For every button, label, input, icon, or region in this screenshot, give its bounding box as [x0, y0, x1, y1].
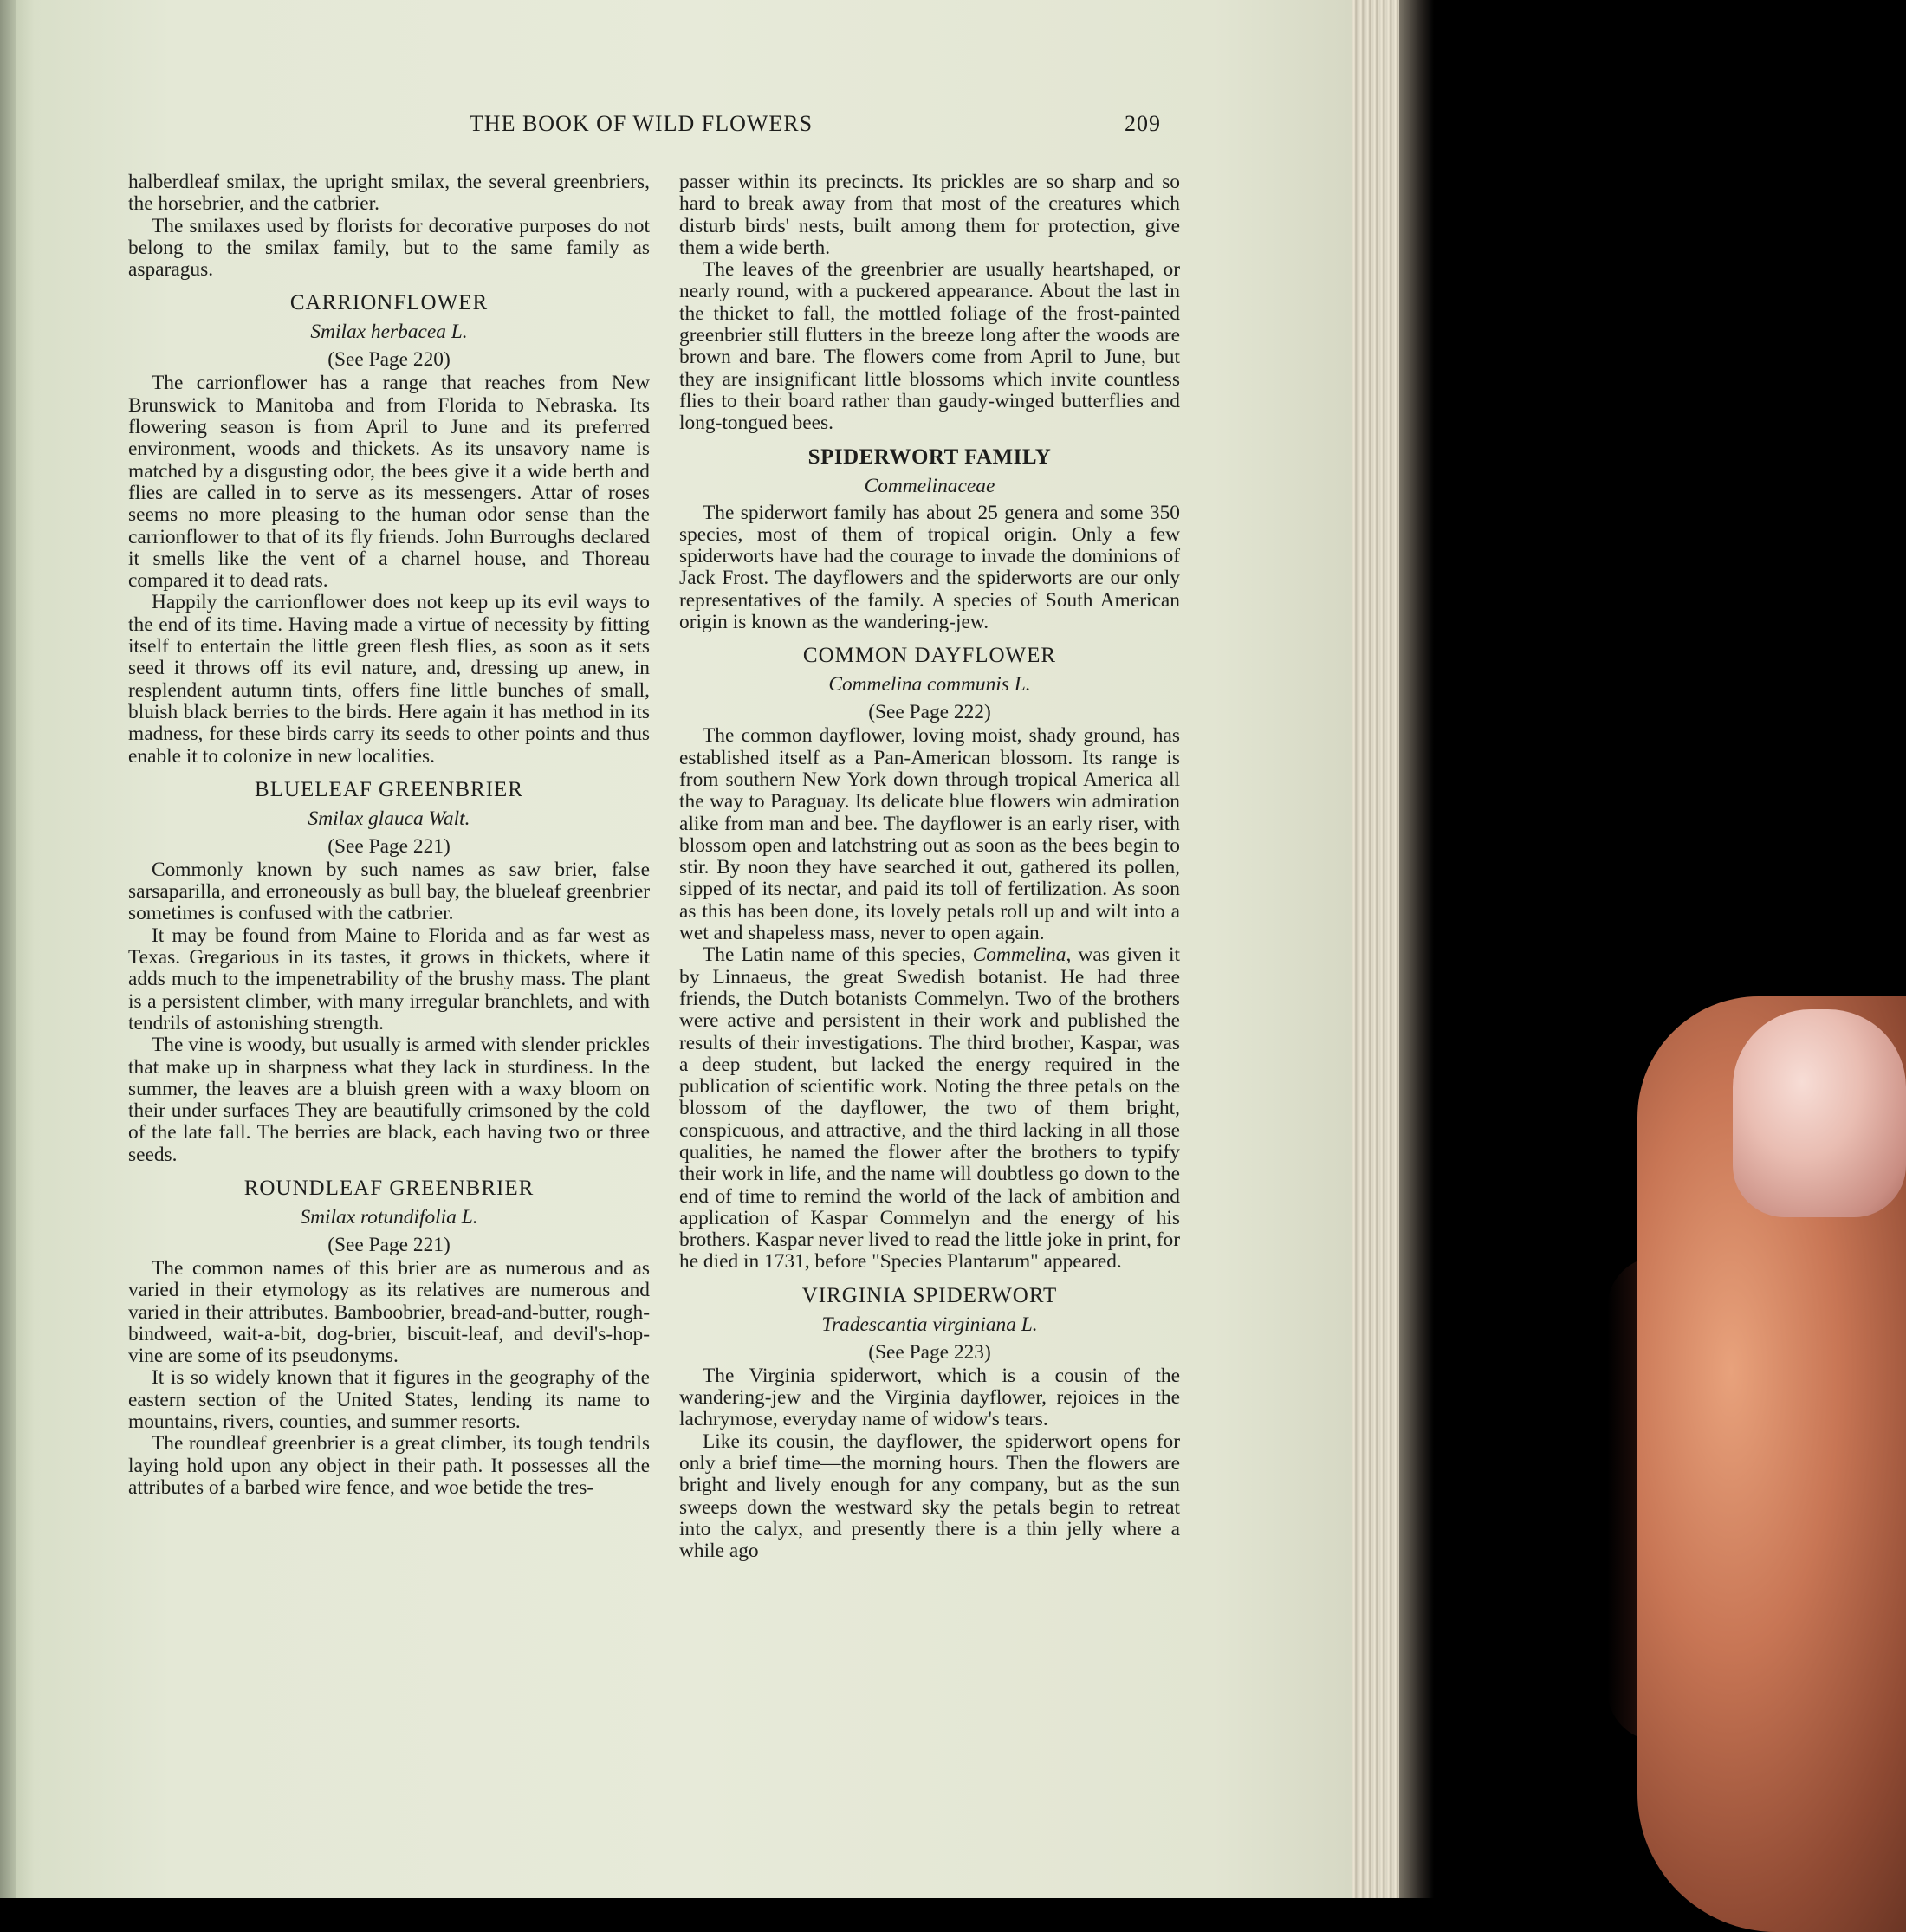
see-page-reference: (See Page 222) — [868, 701, 991, 724]
scientific-name: Smilax herbacea L. — [310, 321, 468, 344]
see-page-reference: (See Page 221) — [327, 1233, 451, 1256]
scientific-name: Smilax glauca Walt. — [308, 807, 470, 830]
scientific-name: Tradescantia virginiana L. — [821, 1313, 1038, 1336]
section-heading-carrionflower: CARRIONFLOWER — [289, 291, 489, 315]
scientific-name: Commelina communis L. — [828, 673, 1031, 697]
paragraph: The roundleaf greenbrier is a great climber, its tough tendrils laying hold upon any object in their path. It possesses all the attributes of a barbed wire fence, and woe betide the tres- — [128, 1432, 650, 1499]
section-heading-roundleaf-greenbrier: ROUNDLEAF GREENBRIER — [243, 1176, 535, 1200]
paragraph: The carrionflower has a range that reaches from New Brunswick to Manitoba and from Florida to Nebraska. Its flowering season is from April to June and its preferred environment, woods and thickets. As its unsavory name is matched by a disgusting odor, the bees give it a wide berth and flies are called in to serve as its messengers. Attar of roses seems no more pleasing to the human odor sense than the carrionflower to that of its fly friends. John Burroughs declared it smells like the vent of a charnel house, and Thoreau compared it to dead rats. — [128, 372, 650, 593]
paragraph: The common dayflower, loving moist, shady ground, has established itself as a Pan-American blossom. Its range is from southern New York down through tropical America all the way to Paraguay. Its delicate blue flowers win admiration alike from man and bee. The dayflower is an early riser, with blossom open and latchstring out as soon as the bees begin to stir. By noon they have searched it out, gathered its pollen, sipped of its nectar, and paid its toll of fertilization. As soon as this has been done, its lovely petals roll up and wilt into a wet and shapeless mass, never to open again. — [679, 724, 1180, 945]
page-edges-shadow — [1399, 0, 1434, 1898]
paragraph: It may be found from Maine to Florida and as far west as Texas. Gregarious in its tastes, it grows in thickets, where it adds much to the impenetrability of the brushy mass. The plant is a persistent climber, with many irregular branchlets, and with tendrils of astonishing strength. — [128, 924, 650, 1034]
paragraph: It is so widely known that it figures in the geography of the eastern section of the United States, lending its name to mountains, rivers, counties, and summer resorts. — [128, 1366, 650, 1434]
italic-genus-name: Commelina — [972, 943, 1066, 967]
thumbnail — [1733, 1009, 1906, 1217]
page-edges — [1352, 0, 1404, 1898]
left-column — [128, 172, 650, 1499]
paragraph: passer within its precincts. Its prickles are so sharp and so hard to break away from that most of the creatures which disturb birds' nests, built among them for protection, give them a wide berth. — [679, 171, 1180, 259]
paragraph: The leaves of the greenbrier are usually heartshaped, or nearly round, with a puckered appearance. About the last in the thicket to fall, the mottled foliage of the frost-painted greenbrier still flutters in the breeze long after the woods are brown and bare. The flowers come from April to June, but they are insignificant little blossoms which invite countless flies to their board rather than gaudy-winged butterflies and long-tongued bees. — [679, 258, 1180, 435]
section-heading-spiderwort-family: SPIDERWORT FAMILY — [807, 444, 1052, 469]
paragraph: The vine is woody, but usually is armed with slender prickles that make up in sharpness what they lack in sturdiness. In the summer, the leaves are a bluish green with a waxy bloom on their under surfaces They are beautifully crimsoned by the cold of the late fall. The berries are black, each having two or three seeds. — [128, 1034, 650, 1166]
section-heading-blueleaf-greenbrier: BLUELEAF GREENBRIER — [255, 777, 523, 801]
paragraph: The spiderwort family has about 25 genera and some 350 species, most of them of tropical origin. Only a few spiderworts have had the courage to invade the dominions of Jack Frost. The dayflowers and the spiderworts are our only representatives of the family. A species of South American origin is known as the wandering-jew. — [679, 501, 1180, 634]
running-title: THE BOOK OF WILD FLOWERS — [469, 111, 814, 136]
scientific-name: Commelinaceae — [864, 474, 995, 497]
paragraph: Commonly known by such names as saw brier, false sarsaparilla, and erroneously as bull bay, the blueleaf greenbrier sometimes is confused with the catbrier. — [128, 858, 650, 925]
section-heading-common-dayflower: COMMON DAYFLOWER — [802, 644, 1057, 668]
section-heading-virginia-spiderwort: VIRGINIA SPIDERWORT — [801, 1283, 1058, 1307]
see-page-reference: (See Page 220) — [327, 348, 451, 372]
right-column — [679, 172, 1180, 1562]
paragraph: The common names of this brier are as numerous and as varied in their etymology as its relatives are numerous and varied in their attributes. Bamboobrier, bread-and-butter, rough-bindweed, wait-a-bit, dog-brier, biscuit-leaf, and devil's-hop-vine are some of its pseudonyms. — [128, 1256, 650, 1368]
text-run: The Latin name of this species, — [703, 943, 973, 967]
see-page-reference: (See Page 223) — [868, 1340, 991, 1364]
book-binding — [0, 0, 16, 1898]
paragraph: Like its cousin, the dayflower, the spiderwort opens for only a brief time—the morning hours. Then the flowers are bright and lively enough for any company, but as the sun sweeps down the westward sky the petals begin to retreat into the calyx, and presently there is a thin jelly where a while ago — [679, 1430, 1180, 1563]
paragraph: Happily the carrionflower does not keep up its evil ways to the end of its time. Having made a virtue of necessity by fitting itself to entertain the little green flesh flies, as soon as it sets seed it throws off its evil nature, and, dressing up anew, in resplendent autumn tints, offers fine little bunches of small, bluish black berries to the birds. Here again it has method in its madness, for these birds carry its seeds to other points and thus enable it to colonize in new localities. — [128, 591, 650, 768]
page-number: 209 — [1125, 111, 1161, 136]
running-header — [121, 111, 1161, 142]
text-run: , was given it by Linnaeus, the great Swedish botanist. He had three friends, the Dutch botanists Commelyn. Two of the brothers were active and persistent in their work and published the results of their investigations. The third brother, Kaspar, was a deep student, but lacked the energy required in the publication of scientific work. Noting the three petals on the blossom of the dayflower, the two of them bright, conspicuous, and attractive, and the third lacking in all those qualities, he named the flower after the brothers to typify their work in life, and the name will doubtless go down to the end of time to remind the world of the lack of ambition and application of Kaspar Commelyn and the energy of his brothers. Kaspar never lived to read the little joke in print, for he died in 1731, before "Species Plantarum" appeared. — [679, 943, 1181, 1274]
scientific-name: Smilax rotundifolia L. — [300, 1205, 478, 1229]
paragraph: halberdleaf smilax, the upright smilax, the several greenbriers, the horsebrier, and the catbrier. — [128, 171, 650, 216]
paragraph: The Virginia spiderwort, which is a cousin of the wandering-jew and the Virginia dayflower, rejoices in the lachrymose, everyday name of widow's tears. — [679, 1364, 1180, 1431]
paragraph — [679, 944, 1180, 1273]
see-page-reference: (See Page 221) — [327, 834, 451, 858]
paragraph: The smilaxes used by florists for decorative purposes do not belong to the smilax family, but to the same family as asparagus. — [128, 214, 650, 282]
